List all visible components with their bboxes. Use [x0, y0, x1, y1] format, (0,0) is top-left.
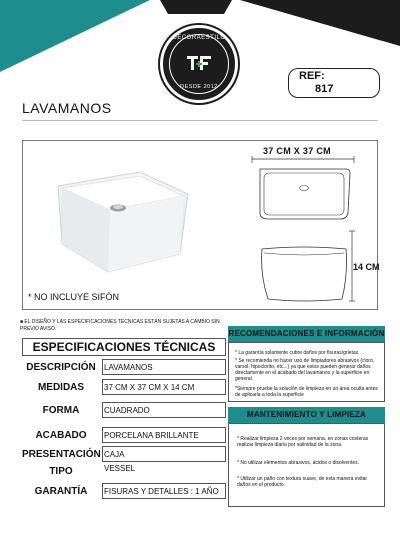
specs-title: ESPECIFICACIONES TÉCNICAS [22, 338, 226, 356]
recommendations-box [228, 342, 385, 402]
ref-number: 817 [315, 83, 334, 95]
spec-value-description: LAVAMANOS [104, 363, 153, 372]
maintenance-header: MANTENIMIENTO Y LIMPIEZA [228, 407, 385, 423]
dimension-width: 37 CM X 37 CM [263, 146, 331, 156]
logo-bottom-text: DESDE 2012 [180, 84, 218, 90]
logo-mark-icon [185, 50, 213, 74]
page-title: LAVAMANOS [22, 100, 112, 116]
recommendations-header: RECOMENDACIONES E INFORMACIÓN [228, 326, 385, 342]
spec-label-presentation: PRESENTACIÓN [22, 449, 101, 460]
spec-label-description: DESCRIPCIÓN [26, 362, 96, 373]
recommendation-item: * Se recomienda no hacer uso de limpiadores abrasivos (cloro, varsol, hipoclorito, etc...) ya que estos pueden generar daños directamente en el acabado del lavamanos y la superficie en general. [235, 358, 375, 382]
spec-value-presentation: CAJA [104, 450, 125, 459]
spec-value-finish: PORCELANA BRILLANTE [104, 431, 199, 440]
spec-value-shape: CUADRADO [104, 406, 150, 415]
spec-label-finish: ACABADO [35, 430, 87, 441]
reference-box [288, 68, 380, 98]
recommendation-item: * La garantía solamente cubre daños por fisuras/grietas. [235, 350, 360, 356]
spec-label-measures: MEDIDAS [37, 382, 85, 393]
maintenance-item: * Utilizar un paño con textura suave, de esta manera evitar daños en el producto. [237, 476, 368, 488]
spec-value-measures: 37 CM X 37 CM X 14 CM [104, 383, 195, 392]
spec-value-type: VESSEL [104, 464, 136, 473]
spec-label-type: TIPO [49, 466, 73, 477]
recommendation-item: *Siempre pruebe la solución de limpieza en un área oculta antes de aplicarla a toda la superficie [235, 386, 378, 398]
spec-label-warranty: GARANTÍA [34, 486, 88, 497]
sink-photo [40, 168, 220, 278]
bullet-square-icon: ■ [20, 319, 25, 325]
decoraestilo-logo [160, 25, 238, 103]
logo-top-text: DECORAESTILO [172, 35, 226, 41]
dimension-height: 14 CM [353, 262, 380, 272]
maintenance-item: * Realizar limpieza 2 veces por semana, en zonas costeras realizar limpieza diaria por salinidad de la zona. [237, 436, 369, 448]
ref-label: REF: [299, 70, 325, 82]
disclaimer: ■ EL DISEÑO Y LAS ESPECIFICACIONES TÉCNICAS ESTÁN SUJETAS A CAMBIO SIN PREVIO AVISO. [20, 319, 220, 332]
technical-drawing [250, 155, 360, 305]
spec-label-shape: FORMA [42, 405, 80, 416]
maintenance-item: * No utilizar elementos abrasivos, ácidos o disolventes. [237, 460, 360, 466]
maintenance-box [228, 423, 385, 507]
no-siphon-note: * NO INCLUYE SIFÓN [28, 292, 120, 302]
spec-value-warranty: FISURAS Y DETALLES : 1 AÑO [104, 487, 219, 496]
title-divider [22, 120, 378, 121]
